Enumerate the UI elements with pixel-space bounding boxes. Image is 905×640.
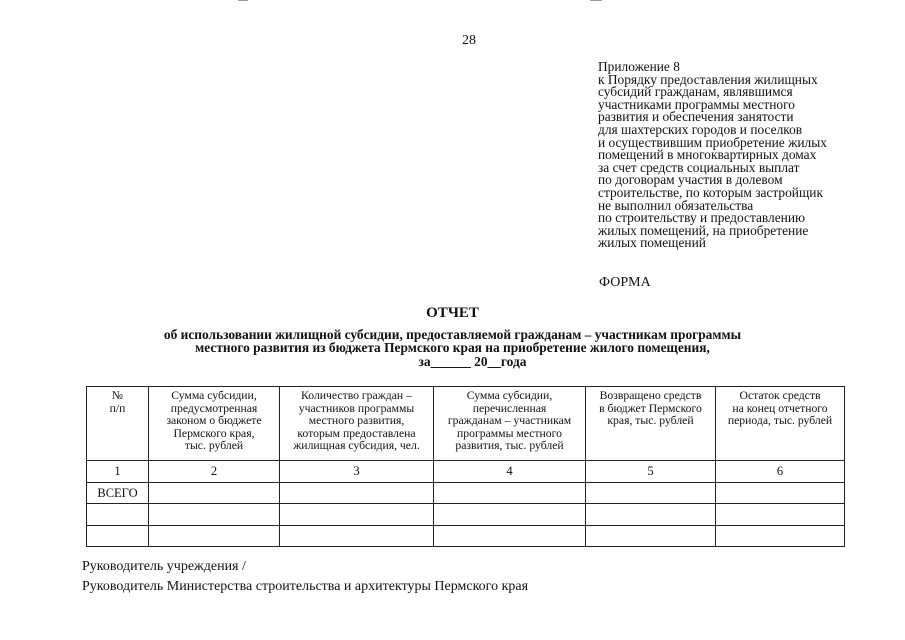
header-cell-returned: Возвращено средств в бюджет Пермского края, тыс. рублей [586, 387, 716, 461]
total-row [87, 483, 845, 504]
appendix-note [598, 61, 898, 250]
table-cell [280, 504, 434, 525]
table-cell [586, 525, 716, 546]
appendix-line: развития и обеспечения занятости [598, 109, 794, 125]
appendix-line: жилых помещений, на приобретение [598, 222, 809, 238]
header-cell-balance: Остаток средств на конец отчетного периода, тыс. рублей [716, 387, 845, 461]
report-subtitle [0, 328, 905, 368]
total-label: ВСЕГО [87, 483, 149, 504]
table-cell [586, 504, 716, 525]
table-cell [716, 525, 845, 546]
column-number: 4 [434, 460, 586, 482]
table-cell [149, 525, 280, 546]
table-row [87, 504, 845, 525]
header-cell-transferred-sum: Сумма субсидии, перечисленная гражданам – участникам программы местного развития, тыс. рублей [434, 387, 586, 461]
appendix-line: не выполнил обязательства [598, 197, 754, 213]
signature-line-1: Руководитель учреждения / [82, 559, 246, 574]
header-cell-planned-sum: Сумма субсидии, предусмотренная законом о бюджете Пермского края, тыс. рублей [149, 387, 280, 461]
form-label: ФОРМА [599, 275, 651, 290]
column-number: 6 [716, 460, 845, 482]
header-cell-citizens-count: Количество граждан – участников программы местного развития, которым предоставлена жилищная субсидия, чел. [280, 387, 434, 461]
report-subtitle-line: местного развития из бюджета Пермского края на приобретение жилого помещения, [195, 340, 710, 356]
table-cell [280, 525, 434, 546]
table-header-row [87, 387, 845, 461]
appendix-line: участниками программы местного [598, 96, 795, 112]
header-cell-number: № п/п [87, 387, 149, 461]
report-subtitle-line: об использовании жилищной субсидии, предоставляемой гражданам – участникам программы [163, 327, 742, 342]
column-number: 1 [87, 460, 149, 482]
column-number-row [87, 460, 845, 482]
appendix-line: по договорам участия в долевом [598, 172, 783, 188]
report-period: за______ 20__года [418, 353, 527, 369]
appendix-line: помещений в многоквартирных домах [598, 147, 817, 163]
table-cell [716, 483, 845, 504]
table-cell [149, 504, 280, 525]
column-number: 5 [586, 460, 716, 482]
table-cell [434, 525, 586, 546]
table-cell [586, 483, 716, 504]
column-number: 2 [149, 460, 280, 482]
appendix-line: жилых помещений [598, 235, 706, 251]
report-table [86, 386, 845, 547]
appendix-line: и осуществившим приобретение жилых [598, 134, 827, 150]
appendix-line: для шахтерских городов и поселков [598, 121, 803, 137]
table-cell [87, 504, 149, 525]
report-title: ОТЧЕТ [426, 305, 479, 321]
table-row [87, 525, 845, 546]
table-cell [87, 525, 149, 546]
table-cell [434, 504, 586, 525]
signature-line-2: Руководитель Министерства строительства и архитектуры Пермского края [82, 579, 529, 594]
table-cell [280, 483, 434, 504]
table-cell [434, 483, 586, 504]
appendix-line: за счет средств социальных выплат [598, 159, 800, 175]
appendix-line: строительстве, по которым застройщик [598, 184, 823, 200]
appendix-line: по строительству и предоставлению [598, 210, 806, 226]
page-number: 28 [462, 33, 476, 48]
table-cell [149, 483, 280, 504]
appendix-line: к Порядку предоставления жилищных [598, 71, 818, 87]
column-number: 3 [280, 460, 434, 482]
scan-edge-mark [590, 0, 602, 1]
appendix-line: Приложение 8 [598, 59, 680, 74]
scan-edge-mark [238, 0, 248, 1]
table-cell [716, 504, 845, 525]
appendix-line: субсидий гражданам, являвшимся [598, 84, 793, 100]
